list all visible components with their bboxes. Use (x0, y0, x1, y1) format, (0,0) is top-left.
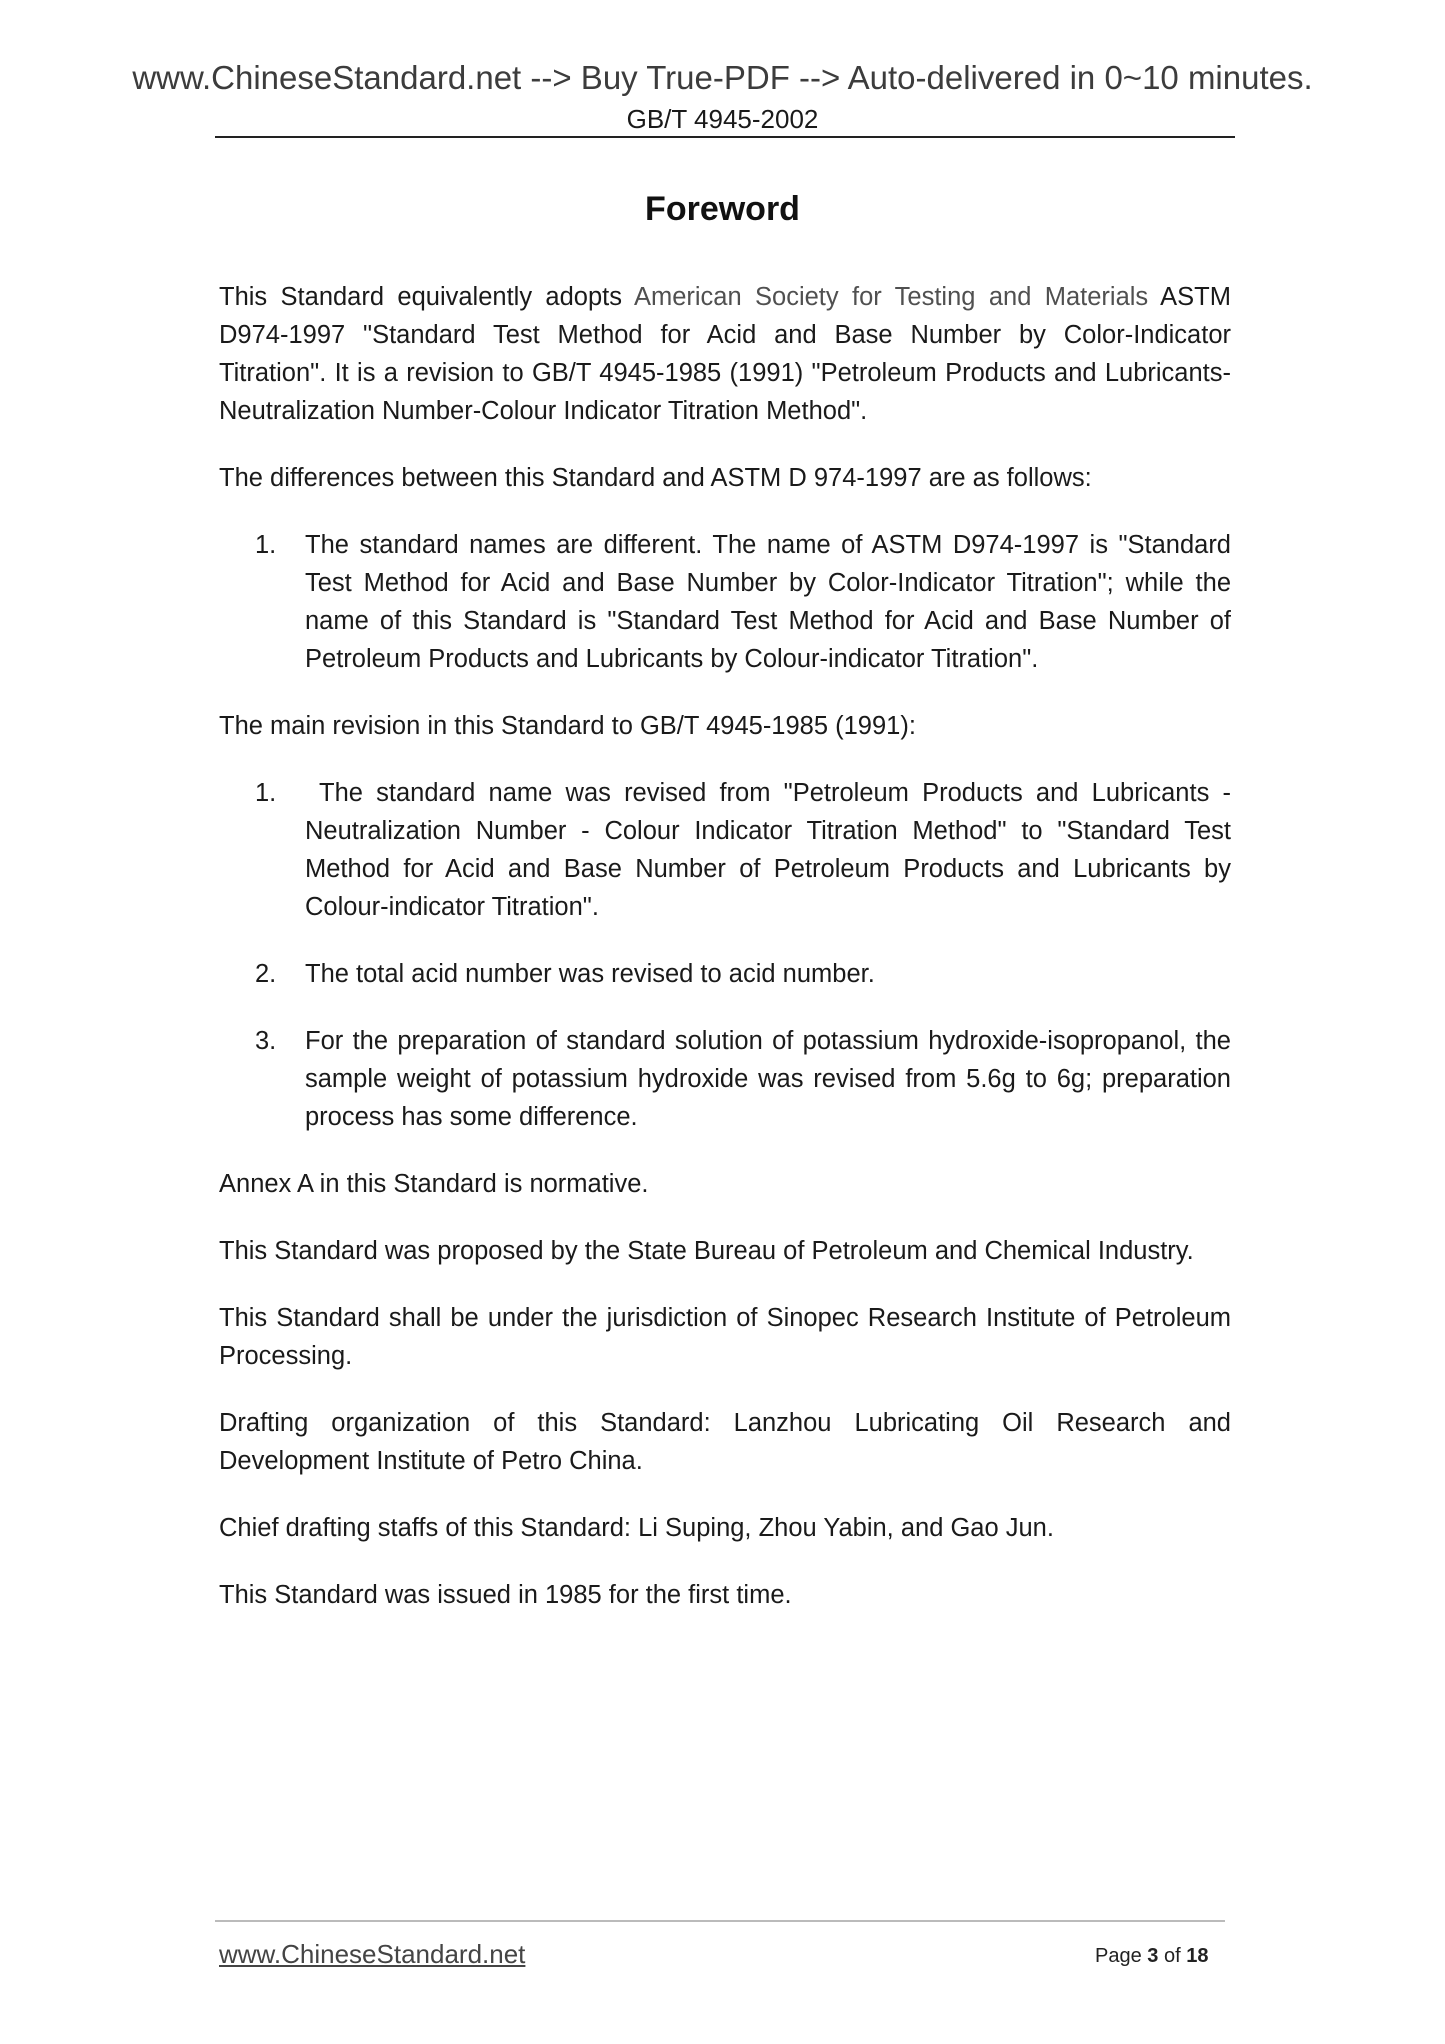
document-code: GB/T 4945-2002 (626, 104, 819, 134)
chief-staffs-paragraph: Chief drafting staffs of this Standard: Li Suping, Zhou Yabin, and Gao Jun. (219, 1514, 1054, 1542)
list-text: For the preparation of standard solution of potassium hydroxide-isopropanol, the sample weight of potassium hydroxide was revised from 5.6g to 6g; preparation process has some difference. (305, 1027, 1231, 1131)
top-banner[interactable]: www.ChineseStandard.net --> Buy True-PDF --> Auto-delivered in 0~10 minutes. (132, 59, 1313, 96)
footer-website-link[interactable]: www.ChineseStandard.net (219, 1939, 526, 1969)
page-title: Foreword (645, 190, 800, 228)
revision-item (219, 955, 1231, 993)
proposed-paragraph: This Standard was proposed by the State Bureau of Petroleum and Chemical Industry. (219, 1237, 1194, 1265)
list-number: 1. (255, 531, 277, 559)
drafting-organization-paragraph: Drafting organization of this Standard: Lanzhou Lubricating Oil Research and Development Institute of Petro China. (219, 1409, 1231, 1475)
revision-heading: The main revision in this Standard to GB/T 4945-1985 (1991): (219, 712, 916, 740)
page-total: 18 (1186, 1945, 1209, 1967)
list-text: The total acid number was revised to acid number. (305, 960, 875, 988)
intro-text-part2: ASTM D974-1997 "Standard Test Method for Acid and Base Number by Color-Indicator Titration". It is a revision to GB/T 4945-1985 (1991) "Petroleum Products and Lubricants-Neutralization Number-Colour Indicator Titration Method". (219, 283, 1231, 425)
revision-item (219, 774, 1231, 926)
list-number: 1. (255, 779, 277, 807)
jurisdiction-paragraph: This Standard shall be under the jurisdiction of Sinopec Research Institute of Petroleum Processing. (219, 1304, 1231, 1370)
header-divider (215, 136, 1235, 138)
page-current: 3 (1147, 1945, 1159, 1967)
list-number: 3. (255, 1027, 277, 1055)
list-text: The standard names are different. The name of ASTM D974-1997 is "Standard Test Method for Acid and Base Number by Color-Indicator Titration"; while the name of this Standard is "Standard Test Method for Acid and Base Number of Petroleum Products and Lubricants by Colour-indicator Titration". (305, 531, 1231, 673)
list-text: The standard name was revised from "Petroleum Products and Lubricants - Neutralization Number - Colour Indicator Titration Method" to "Standard Test Method for Acid and Base Number of Petroleum Products and Lubricants by Colour-indicator Titration". (305, 779, 1231, 921)
page-number (1095, 1942, 1208, 1970)
annex-paragraph: Annex A in this Standard is normative. (219, 1170, 649, 1198)
difference-item (219, 526, 1231, 678)
intro-organization: American Society for Testing and Materials (633, 283, 1149, 311)
list-number: 2. (255, 960, 277, 988)
page-of: of (1163, 1945, 1181, 1967)
revision-item (219, 1022, 1231, 1136)
page-word: Page (1095, 1945, 1142, 1967)
document-body (219, 278, 1231, 1614)
footer-divider (215, 1920, 1225, 1922)
intro-text-part1: This Standard equivalently adopts (219, 283, 634, 311)
differences-heading: The differences between this Standard and ASTM D 974-1997 are as follows: (219, 464, 1092, 492)
issued-paragraph: This Standard was issued in 1985 for the first time. (219, 1581, 792, 1609)
intro-paragraph (219, 278, 1231, 430)
